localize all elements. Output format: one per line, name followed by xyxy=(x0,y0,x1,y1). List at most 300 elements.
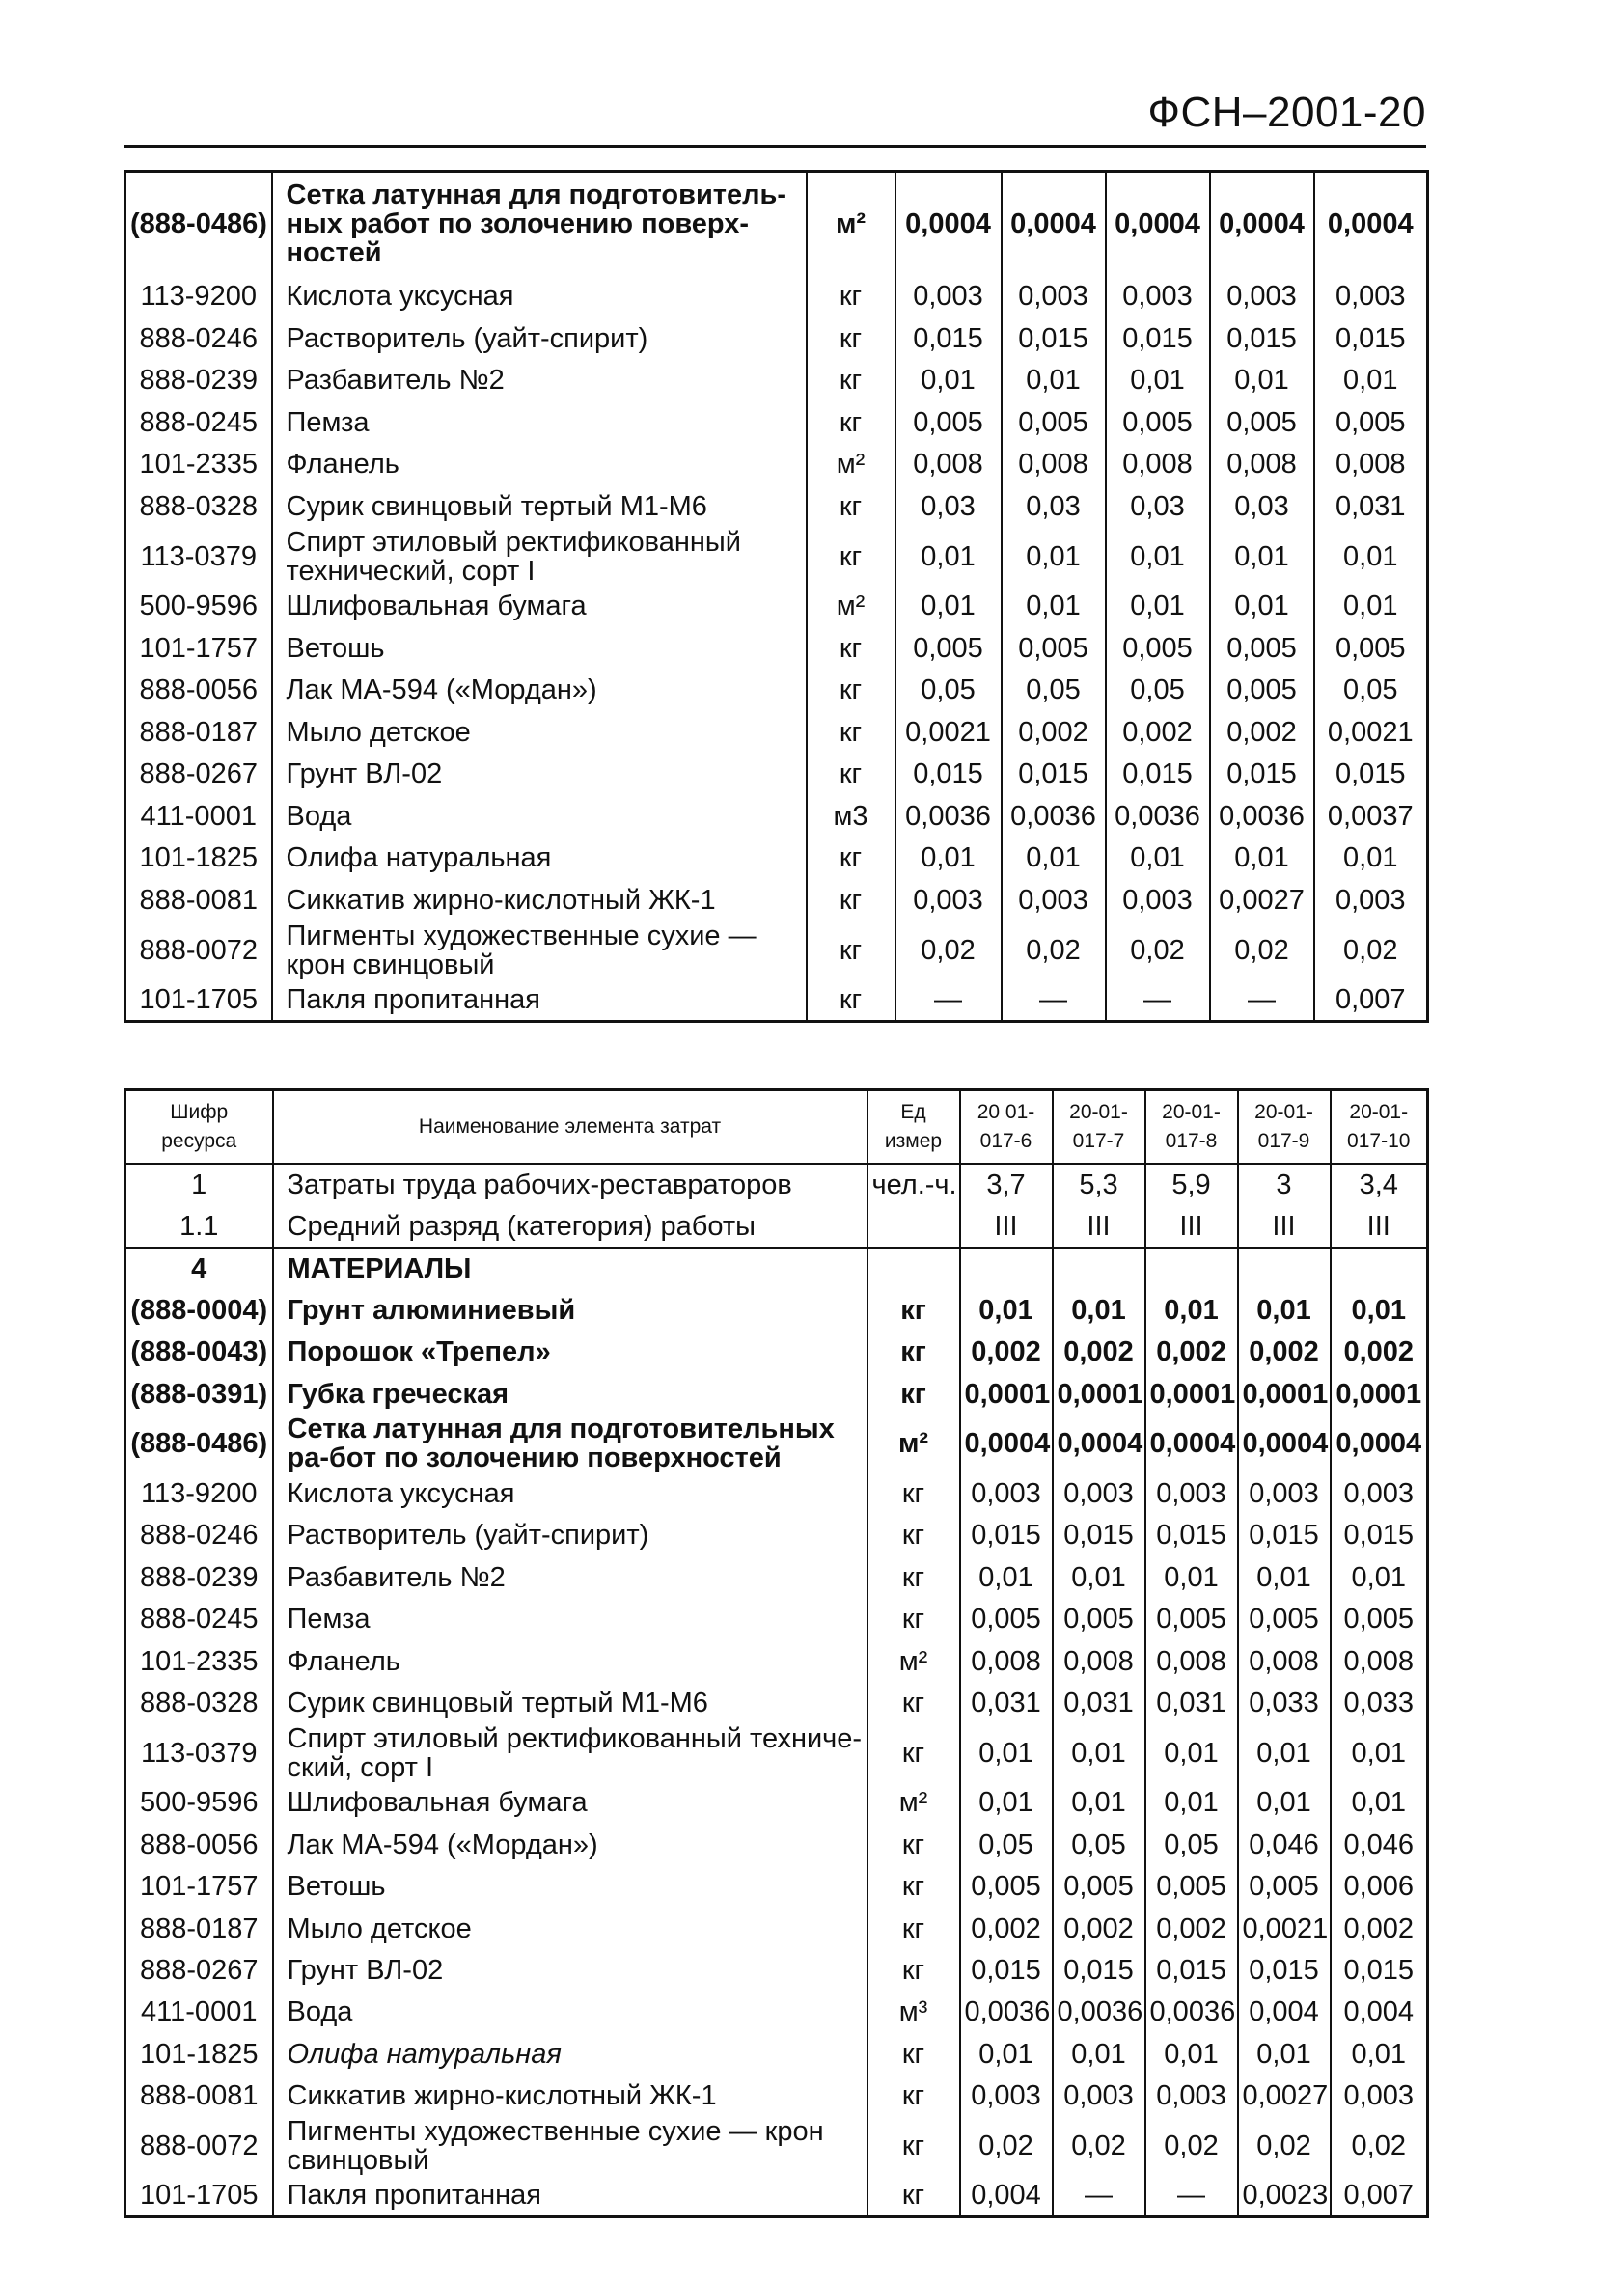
table-row xyxy=(125,795,1428,838)
value-cell: 0,003 xyxy=(1106,276,1210,318)
table-row xyxy=(125,586,1428,628)
value-cell: 0,002 xyxy=(1002,711,1106,754)
unit-of-measure: м3 xyxy=(807,795,895,838)
value-cell: 0,005 xyxy=(895,627,1002,670)
value-cell: 0,05 xyxy=(1106,670,1210,712)
unit-of-measure: кг xyxy=(807,360,895,402)
value-cell: 0,015 xyxy=(1002,754,1106,796)
value-cell: III xyxy=(1145,1205,1238,1247)
value-cell: 0,0004 xyxy=(1238,1415,1331,1472)
resource-name: Растворитель (уайт-спирит) xyxy=(273,1515,867,1556)
resource-name: Грунт ВЛ-02 xyxy=(273,1949,867,1991)
value-cell: 0,015 xyxy=(1106,317,1210,360)
value-cell: 0,008 xyxy=(1238,1640,1331,1682)
table2-body xyxy=(125,1164,1428,2216)
table-row xyxy=(125,1415,1428,1472)
table-row xyxy=(125,1599,1428,1640)
value-cell: 0,015 xyxy=(1343,1520,1415,1552)
value-cell: 0,015 xyxy=(960,1949,1053,1991)
table-row xyxy=(125,1164,1428,1205)
resource-code: 101-1825 xyxy=(125,2033,273,2075)
unit-of-measure: кг xyxy=(867,1472,960,1514)
resource-name: Фланель xyxy=(273,1640,867,1682)
resource-name: Средний разряд (категория) работы xyxy=(273,1205,867,1247)
value-cell: 0,0004 xyxy=(1145,1415,1238,1472)
value-cell: 0,0036 xyxy=(960,1992,1053,2033)
value-cell: 0,005 xyxy=(1210,401,1314,444)
unit-of-measure: чел.-ч. xyxy=(867,1164,960,1205)
resource-name: Пемза xyxy=(273,1599,867,1640)
value-cell: 0,02 xyxy=(1145,2117,1238,2175)
value-cell: 0,0004 xyxy=(960,1415,1053,1472)
value-cell: 0,005 xyxy=(1053,1599,1145,1640)
value-cell: 0,01 xyxy=(1351,1561,1406,1593)
value-cell: 0,01 xyxy=(1238,1556,1331,1598)
resource-name: Грунт ВЛ-02 xyxy=(272,754,807,796)
value-cell: 0,02 xyxy=(1343,934,1398,966)
value-cell: 0,015 xyxy=(960,1515,1053,1556)
value-cell: 0,003 xyxy=(895,276,1002,318)
table-row xyxy=(125,1640,1428,1682)
table-row xyxy=(125,1332,1428,1373)
resource-name: Вода xyxy=(272,795,807,838)
table-row xyxy=(125,2075,1428,2116)
value-cell: 0,005 xyxy=(1145,1599,1238,1640)
value-cell: 0,0004 xyxy=(895,172,1002,276)
value-cell: 0,01 xyxy=(960,1556,1053,1598)
table-row xyxy=(125,1373,1428,1415)
value-cell: 0,031 xyxy=(1053,1682,1145,1723)
table-row xyxy=(125,711,1428,754)
table-row xyxy=(125,528,1428,586)
unit-of-measure: кг xyxy=(867,1515,960,1556)
resource-code: 101-2335 xyxy=(125,444,272,486)
value-cell: 0,004 xyxy=(1343,1996,1415,2028)
value-cell: III xyxy=(1238,1205,1331,1247)
value-cell: 0,01 xyxy=(960,1289,1053,1331)
value-cell: 0,01 xyxy=(1106,360,1210,402)
unit-of-measure: кг xyxy=(867,1289,960,1331)
value-cell: 0,005 xyxy=(1106,401,1210,444)
value-cell: 0,0021 xyxy=(895,711,1002,754)
value-cell: 0,02 xyxy=(1002,921,1106,979)
unit-of-measure: кг xyxy=(807,528,895,586)
value-cell xyxy=(1331,1248,1428,1289)
value-cell: 0,01 xyxy=(960,2033,1053,2075)
value-cell: 0,033 xyxy=(1343,1687,1415,1718)
unit-of-measure: кг xyxy=(807,276,895,318)
unit-of-measure: кг xyxy=(867,2075,960,2116)
value-cell: 0,003 xyxy=(1335,281,1406,313)
value-cell: 0,0004 xyxy=(1106,172,1210,276)
value-cell: 0,01 xyxy=(1106,528,1210,586)
value-cell: 0,008 xyxy=(1002,444,1106,486)
value-cell: 0,01 xyxy=(895,528,1002,586)
value-cell: 0,01 xyxy=(1238,1724,1331,1782)
resource-code: 411-0001 xyxy=(125,1992,273,2033)
unit-of-measure: кг xyxy=(807,879,895,921)
value-cell: 0,02 xyxy=(1238,2117,1331,2175)
value-cell: 0,0001 xyxy=(1335,1378,1422,1410)
value-cell: 0,002 xyxy=(1106,711,1210,754)
resource-name: Кислота уксусная xyxy=(272,276,807,318)
value-cell: 0,01 xyxy=(1053,1724,1145,1782)
value-cell: 3,4 xyxy=(1359,1169,1398,1201)
value-cell: 0,01 xyxy=(1002,360,1106,402)
value-cell: 0,01 xyxy=(1002,838,1106,880)
unit-of-measure: м² xyxy=(867,1782,960,1824)
resource-code: 101-1705 xyxy=(125,2175,273,2216)
table-row xyxy=(125,754,1428,796)
header-unit: Ед измер xyxy=(867,1090,960,1165)
unit-of-measure: кг xyxy=(807,485,895,528)
value-cell: 0,01 xyxy=(1238,2033,1331,2075)
value-cell: 0,01 xyxy=(1343,591,1398,622)
header-col-3: 20-01-017-8 xyxy=(1145,1090,1238,1165)
document-code: ФСН–2001-20 xyxy=(1147,89,1426,136)
unit-of-measure: кг xyxy=(867,1824,960,1865)
value-cell: 0,015 xyxy=(1002,317,1106,360)
resource-name: Сурик свинцовый тертый М1-М6 xyxy=(273,1682,867,1723)
value-cell: 0,01 xyxy=(1351,1294,1406,1326)
value-cell: 0,0023 xyxy=(1238,2175,1331,2216)
value-cell: 0,01 xyxy=(1145,1782,1238,1824)
table-row xyxy=(125,2033,1428,2075)
unit-of-measure: кг xyxy=(807,317,895,360)
resource-name: Мыло детское xyxy=(272,711,807,754)
unit-of-measure: кг xyxy=(867,2033,960,2075)
value-cell: 0,0001 xyxy=(1238,1373,1331,1415)
resource-name: Ветошь xyxy=(272,627,807,670)
resource-name: Ветошь xyxy=(273,1865,867,1907)
resource-table-continued xyxy=(124,170,1429,1023)
unit-of-measure: м² xyxy=(807,172,895,276)
table-row xyxy=(125,1472,1428,1514)
value-cell: 0,01 xyxy=(1238,1782,1331,1824)
resource-name: Губка греческая xyxy=(273,1373,867,1415)
resource-code: 888-0245 xyxy=(125,401,272,444)
value-cell: 0,02 xyxy=(895,921,1002,979)
table-row xyxy=(125,1289,1428,1331)
resource-code: 888-0239 xyxy=(125,1556,273,1598)
table-row xyxy=(125,1949,1428,1991)
value-cell: 0,005 xyxy=(960,1865,1053,1907)
value-cell: 0,01 xyxy=(1145,1289,1238,1331)
value-cell: 0,003 xyxy=(1053,1472,1145,1514)
value-cell: 0,0036 xyxy=(1106,795,1210,838)
value-cell: 0,0004 xyxy=(1002,172,1106,276)
value-cell: 0,0004 xyxy=(1210,172,1314,276)
table-row xyxy=(125,2175,1428,2216)
resource-name: Пакля пропитанная xyxy=(272,979,807,1022)
value-cell: 0,002 xyxy=(1210,711,1314,754)
resource-code: 101-1757 xyxy=(125,1865,273,1907)
value-cell: 0,002 xyxy=(1343,1336,1415,1368)
value-cell: 0,02 xyxy=(1053,2117,1145,2175)
value-cell: 0,003 xyxy=(1343,2080,1415,2112)
value-cell: 0,01 xyxy=(1053,1289,1145,1331)
value-cell: 0,002 xyxy=(1343,1912,1415,1944)
value-cell: 0,01 xyxy=(960,1782,1053,1824)
resource-name: Сетка латунная для подготовитель-ных работ по золочению поверх-ностей xyxy=(272,172,807,276)
resource-name: Шлифовальная бумага xyxy=(273,1782,867,1824)
resource-name: Лак МА-594 («Мордан») xyxy=(273,1824,867,1865)
value-cell: 0,003 xyxy=(1343,1478,1415,1510)
value-cell: III xyxy=(960,1205,1053,1247)
value-cell: 0,0001 xyxy=(960,1373,1053,1415)
resource-code: (888-0486) xyxy=(125,172,272,276)
value-cell: 0,0001 xyxy=(1053,1373,1145,1415)
resource-code: 101-1757 xyxy=(125,627,272,670)
value-cell: 0,002 xyxy=(1053,1332,1145,1373)
resource-name: Спирт этиловый ректификованный технический, сорт I xyxy=(272,528,807,586)
value-cell: 0,002 xyxy=(1145,1332,1238,1373)
resource-name: Лак МА-594 («Мордан») xyxy=(272,670,807,712)
value-cell: 0,01 xyxy=(1210,360,1314,402)
resource-code: (888-0486) xyxy=(125,1415,273,1472)
value-cell: 0,01 xyxy=(1343,540,1398,572)
value-cell: 0,015 xyxy=(1335,758,1406,790)
value-cell: 0,004 xyxy=(1238,1992,1331,2033)
value-cell: 0,05 xyxy=(1002,670,1106,712)
table-row xyxy=(125,401,1428,444)
resource-code: 113-9200 xyxy=(125,1472,273,1514)
table-row xyxy=(125,317,1428,360)
resource-code: 4 xyxy=(125,1248,273,1289)
value-cell: 0,008 xyxy=(1210,444,1314,486)
value-cell: 0,01 xyxy=(1343,365,1398,397)
resource-name: Разбавитель №2 xyxy=(272,360,807,402)
resource-code: 500-9596 xyxy=(125,1782,273,1824)
unit-of-measure: кг xyxy=(867,2117,960,2175)
value-cell: 0,03 xyxy=(1106,485,1210,528)
table-row xyxy=(125,1724,1428,1782)
resource-code: 113-0379 xyxy=(125,528,272,586)
value-cell: 0,0021 xyxy=(1327,716,1414,748)
resource-name: МАТЕРИАЛЫ xyxy=(273,1248,867,1289)
resource-code: 888-0187 xyxy=(125,1908,273,1949)
resource-name: Пигменты художественные сухие — крон свинцовый xyxy=(273,2117,867,2175)
unit-of-measure xyxy=(867,1248,960,1289)
value-cell: 0,015 xyxy=(1145,1515,1238,1556)
value-cell: 0,01 xyxy=(895,586,1002,628)
value-cell: 0,005 xyxy=(1053,1865,1145,1907)
value-cell: 0,02 xyxy=(960,2117,1053,2175)
value-cell: — xyxy=(895,979,1002,1022)
resource-code: 888-0056 xyxy=(125,1824,273,1865)
value-cell: 0,01 xyxy=(895,838,1002,880)
value-cell: — xyxy=(1106,979,1210,1022)
table-row xyxy=(125,1865,1428,1907)
resource-name: Сурик свинцовый тертый М1-М6 xyxy=(272,485,807,528)
value-cell: 0,007 xyxy=(1335,983,1406,1015)
unit-of-measure: кг xyxy=(807,627,895,670)
value-cell: 0,03 xyxy=(1002,485,1106,528)
value-cell: 0,01 xyxy=(1053,2033,1145,2075)
resource-code: 1 xyxy=(125,1164,273,1205)
value-cell: 0,002 xyxy=(1053,1908,1145,1949)
resource-code: 888-0246 xyxy=(125,317,272,360)
value-cell: 0,031 xyxy=(960,1682,1053,1723)
value-cell: 0,008 xyxy=(1106,444,1210,486)
value-cell xyxy=(1053,1248,1145,1289)
resource-code: 113-9200 xyxy=(125,276,272,318)
header-code: Шифр ресурса xyxy=(125,1090,273,1165)
value-cell: 5,9 xyxy=(1145,1164,1238,1205)
value-cell: 0,01 xyxy=(1210,838,1314,880)
value-cell: 0,005 xyxy=(1343,1604,1415,1636)
value-cell: 0,002 xyxy=(960,1908,1053,1949)
value-cell: 0,033 xyxy=(1238,1682,1331,1723)
value-cell: 0,003 xyxy=(960,1472,1053,1514)
value-cell: 0,03 xyxy=(1210,485,1314,528)
resource-code: 888-0267 xyxy=(125,1949,273,1991)
unit-of-measure: м³ xyxy=(867,1992,960,2033)
resource-name: Сетка латунная для подготовительных ра-бот по золочению поверхностей xyxy=(273,1415,867,1472)
resource-name: Пигменты художественные сухие — крон свинцовый xyxy=(272,921,807,979)
value-cell: 0,0021 xyxy=(1238,1908,1331,1949)
unit-of-measure: кг xyxy=(867,1332,960,1373)
value-cell: 0,01 xyxy=(1002,528,1106,586)
value-cell: 0,015 xyxy=(1210,317,1314,360)
value-cell: 0,015 xyxy=(1238,1515,1331,1556)
resource-code: 888-0239 xyxy=(125,360,272,402)
value-cell: III xyxy=(1053,1205,1145,1247)
value-cell: 0,005 xyxy=(960,1599,1053,1640)
value-cell: 0,01 xyxy=(1210,586,1314,628)
value-cell xyxy=(1145,1248,1238,1289)
resource-name: Затраты труда рабочих-реставраторов xyxy=(273,1164,867,1205)
unit-of-measure: кг xyxy=(807,921,895,979)
value-cell: 0,003 xyxy=(895,879,1002,921)
value-cell: 0,015 xyxy=(1106,754,1210,796)
resource-code: 113-0379 xyxy=(125,1724,273,1782)
unit-of-measure: кг xyxy=(867,1724,960,1782)
table1-body xyxy=(125,172,1428,1022)
value-cell: 0,004 xyxy=(960,2175,1053,2216)
resource-code: (888-0391) xyxy=(125,1373,273,1415)
table-row xyxy=(125,627,1428,670)
value-cell: 0,005 xyxy=(1210,670,1314,712)
table-row xyxy=(125,1908,1428,1949)
value-cell xyxy=(1238,1248,1331,1289)
value-cell xyxy=(960,1248,1053,1289)
value-cell: 0,01 xyxy=(1053,1782,1145,1824)
unit-of-measure: кг xyxy=(807,754,895,796)
table-row xyxy=(125,921,1428,979)
value-cell: III xyxy=(1366,1210,1390,1242)
value-cell: 0,0004 xyxy=(1053,1415,1145,1472)
value-cell: 3 xyxy=(1238,1164,1331,1205)
header-rule xyxy=(124,145,1426,148)
unit-of-measure xyxy=(867,1205,960,1247)
value-cell: 0,05 xyxy=(895,670,1002,712)
header-name: Наименование элемента затрат xyxy=(273,1090,867,1165)
value-cell: 0,0036 xyxy=(1145,1992,1238,2033)
resource-name: Разбавитель №2 xyxy=(273,1556,867,1598)
unit-of-measure: кг xyxy=(807,670,895,712)
unit-of-measure: м² xyxy=(807,586,895,628)
value-cell: 0,008 xyxy=(895,444,1002,486)
value-cell: 0,015 xyxy=(1053,1515,1145,1556)
value-cell: 0,01 xyxy=(1145,2033,1238,2075)
resource-code: (888-0004) xyxy=(125,1289,273,1331)
value-cell: 0,0027 xyxy=(1210,879,1314,921)
value-cell: 0,005 xyxy=(1238,1599,1331,1640)
value-cell: 0,003 xyxy=(1238,1472,1331,1514)
value-cell: 0,05 xyxy=(1053,1824,1145,1865)
resource-code: 101-1825 xyxy=(125,838,272,880)
resource-code: 500-9596 xyxy=(125,586,272,628)
value-cell: 0,031 xyxy=(1335,490,1406,522)
value-cell: 0,0004 xyxy=(1335,1428,1422,1460)
value-cell: 5,3 xyxy=(1053,1164,1145,1205)
value-cell: 0,0036 xyxy=(895,795,1002,838)
value-cell: 0,01 xyxy=(1351,2038,1406,2070)
value-cell: 0,01 xyxy=(960,1724,1053,1782)
table-row xyxy=(125,360,1428,402)
value-cell: 0,02 xyxy=(1106,921,1210,979)
resource-name: Олифа натуральная xyxy=(273,2033,867,2075)
resource-code: 888-0072 xyxy=(125,2117,273,2175)
table-row xyxy=(125,1205,1428,1247)
value-cell: 0,008 xyxy=(1343,1645,1415,1677)
value-cell: 0,0001 xyxy=(1145,1373,1238,1415)
table-row xyxy=(125,670,1428,712)
table-row xyxy=(125,1682,1428,1723)
resource-name: Спирт этиловый ректификованный техниче-ский, сорт I xyxy=(273,1724,867,1782)
unit-of-measure: кг xyxy=(867,1682,960,1723)
value-cell: 0,05 xyxy=(1145,1824,1238,1865)
table-row xyxy=(125,1824,1428,1865)
unit-of-measure: кг xyxy=(867,1599,960,1640)
value-cell: — xyxy=(1002,979,1106,1022)
unit-of-measure: кг xyxy=(807,401,895,444)
value-cell: 0,0037 xyxy=(1327,800,1414,832)
resource-name: Сиккатив жирно-кислотный ЖК-1 xyxy=(272,879,807,921)
value-cell: 0,01 xyxy=(1238,1289,1331,1331)
value-cell: 0,015 xyxy=(1053,1949,1145,1991)
resource-name: Мыло детское xyxy=(273,1908,867,1949)
value-cell: 0,003 xyxy=(1145,1472,1238,1514)
value-cell: 0,002 xyxy=(960,1332,1053,1373)
resource-name: Фланель xyxy=(272,444,807,486)
value-cell: 0,015 xyxy=(1238,1949,1331,1991)
resource-name: Растворитель (уайт-спирит) xyxy=(272,317,807,360)
value-cell: 0,003 xyxy=(1002,879,1106,921)
header-col-2: 20-01-017-7 xyxy=(1053,1090,1145,1165)
resource-code: 888-0081 xyxy=(125,2075,273,2116)
resource-name: Олифа натуральная xyxy=(272,838,807,880)
value-cell: 0,008 xyxy=(1053,1640,1145,1682)
value-cell: 0,003 xyxy=(1335,884,1406,916)
resource-code: 411-0001 xyxy=(125,795,272,838)
value-cell: 0,006 xyxy=(1343,1871,1415,1903)
resource-code: 101-2335 xyxy=(125,1640,273,1682)
value-cell: 0,008 xyxy=(960,1640,1053,1682)
table-row xyxy=(125,1782,1428,1824)
unit-of-measure: м² xyxy=(867,1640,960,1682)
table-row xyxy=(125,485,1428,528)
header-col-4: 20-01-017-9 xyxy=(1238,1090,1331,1165)
value-cell: 0,015 xyxy=(1335,322,1406,354)
table-row xyxy=(125,838,1428,880)
value-cell: 0,01 xyxy=(1351,1787,1406,1819)
resource-code: 888-0081 xyxy=(125,879,272,921)
unit-of-measure: кг xyxy=(867,1556,960,1598)
unit-of-measure: м² xyxy=(867,1415,960,1472)
value-cell: 3,7 xyxy=(960,1164,1053,1205)
